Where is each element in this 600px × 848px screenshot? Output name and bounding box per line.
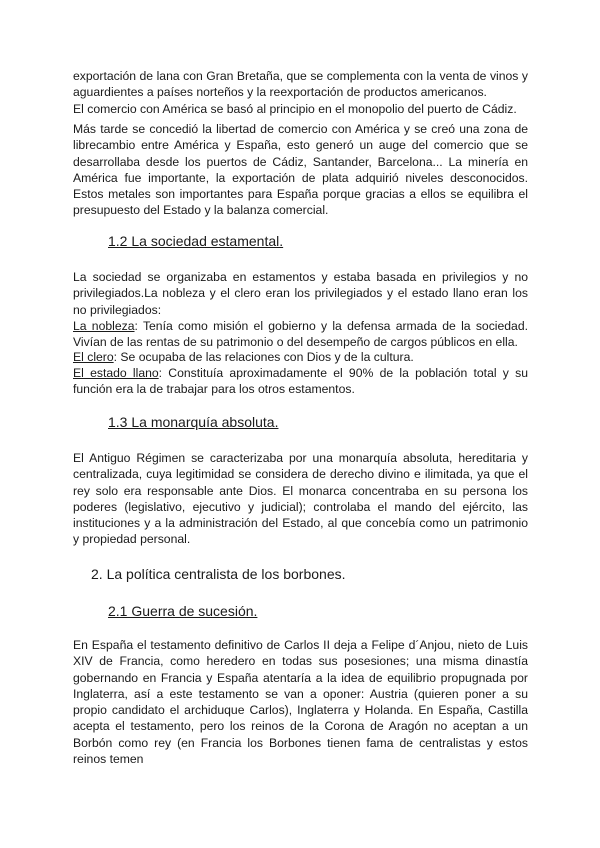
text-clero: : Se ocupaba de las relaciones con Dios y de la cultura. xyxy=(113,350,414,364)
term-estado-llano: El estado llano xyxy=(73,366,159,380)
term-nobleza: La nobleza xyxy=(73,319,135,333)
paragraph-wool-export: exportación de lana con Gran Bretaña, que se complementa con la venta de vinos y aguardientes a países norteños y la reexportación de productos americanos. xyxy=(73,69,528,100)
paragraph-estamentos: La sociedad se organizaba en estamentos y estaba basada en privilegios y no privilegiados.La nobleza y el clero eran los privilegiados y el estado llano eran los no privilegiados: xyxy=(73,270,528,317)
paragraph-free-trade: Más tarde se concedió la libertad de comercio con América y se creó una zona de librecambio entre América y España, esto generó un auge del comercio que se desarrollaba desde los puertos de Cádiz, Santander, Barcelona... La minería en América fue importante, la exportación de plata adquirió niveles desconocidos. Estos metales son importantes para España porque gracias a ellos se equilibra el presupuesto del Estado y la balanza comercial. xyxy=(73,122,528,218)
paragraph-clero xyxy=(73,349,528,365)
paragraph-antiguo-regimen: El Antiguo Régimen se caracterizaba por una monarquía absoluta, hereditaria y centralizada, cuya legitimidad se considera de derecho divino e ilimitada, ya que el rey solo era responsable ante Dios. El monarca concentraba en su persona los poderes (legislativo, ejecutivo y judicial); controlaba el mando del ejército, las instituciones y a la administración del Estado, al que concebía como un patrimonio y propiedad personal. xyxy=(73,451,528,547)
paragraph-nobleza xyxy=(73,318,528,351)
heading-guerra-sucesion: 2.1 Guerra de sucesión. xyxy=(108,603,258,619)
paragraph-testamento: En España el testamento definitivo de Carlos II deja a Felipe d´Anjou, nieto de Luis XIV de Francia, como heredero en todas sus posesiones; una misma dinastía gobernando en Francia y España atentaría a la idea de equilibrio propugnada por Inglaterra, así a este testamento se van a oponer: Austria (quieren poner a su propio candidato el archiduque Carlos), Inglaterra y Holanda. En España, Castilla acepta el testamento, pero los reinos de la Corona de Aragón no aceptan a un Borbón como rey (en Francia los Borbones tienen fama de centralistas y estos reinos temen xyxy=(73,638,528,767)
heading-sociedad-estamental: 1.2 La sociedad estamental. xyxy=(108,233,284,249)
paragraph-cadiz-monopoly: El comercio con América se basó al principio en el monopolio del puerto de Cádiz. xyxy=(73,102,517,116)
paragraph-estado-llano xyxy=(73,365,528,398)
text-estado-llano: : Constituía aproximadamente el 90% de la población total y su función era la de trabajar para los otros estamentos. xyxy=(73,366,529,397)
heading-politica-centralista: 2. La política centralista de los borbones. xyxy=(91,566,346,582)
term-clero: El clero xyxy=(73,350,114,364)
heading-monarquia-absoluta: 1.3 La monarquía absoluta. xyxy=(108,414,279,430)
text-nobleza: : Tenía como misión el gobierno y la defensa armada de la sociedad. Vivían de las rentas de su patrimonio o del desempeño de cargos públicos en ella. xyxy=(73,319,528,350)
